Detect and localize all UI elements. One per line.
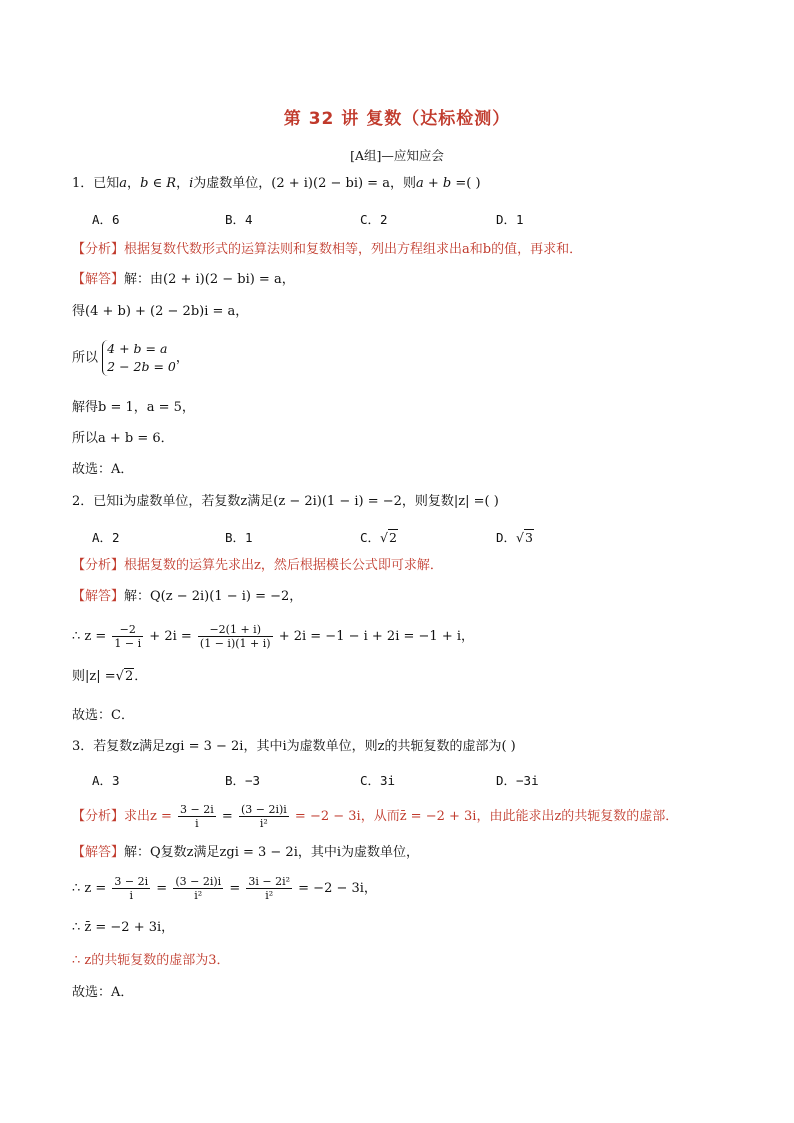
q1-answer-line-2: 得(4 + b) + (2 − 2b)i = a， xyxy=(72,304,249,319)
q3-analysis: 【分析】求出z = $\frac{3 - 2i}{i}$ = $\frac{(3 - 2i)i}{\text{i²}}$ = −2 − 3i，从而z̄ = −2 + 3i，由此能求出z的共轭复数的虚部． xyxy=(72,803,679,830)
q3-answer-line-1: 【解答】解：Q复数z满足zgi = 3 − 2i，其中i为虚数单位， xyxy=(72,845,420,860)
equation-system: 4 + b = a 2 − 2b = 0 xyxy=(102,340,176,376)
q3-option-c: C．3i xyxy=(360,773,396,788)
fraction: $\frac{3 - 2i}{i}$ xyxy=(180,803,214,830)
section-subtitle: [A组]—应知应会 xyxy=(350,148,444,163)
q1-analysis: 【分析】根据复数代数形式的运算法则和复数相等，列出方程组求出a和b的值，再求和． xyxy=(72,242,583,257)
q2-choice: 故选：C． xyxy=(72,708,134,723)
q1-option-a: A．6 xyxy=(92,212,120,227)
q1-choice: 故选：A． xyxy=(72,462,134,477)
q2-answer-line-1: 【解答】解：Q(z − 2i)(1 − i) = −2， xyxy=(72,589,303,604)
q2-option-b: B．1 xyxy=(225,530,253,545)
q1-answer-line-5: 所以a + b = 6． xyxy=(72,431,174,446)
q2-answer-line-3: 则|z| =√2． xyxy=(72,669,148,684)
q1-answer-line-4: 解得b = 1，a = 5， xyxy=(72,400,195,415)
q2-stem: 2．已知i为虚数单位，若复数z满足(z − 2i)(1 − i) = −2，则复数|z| =( ) xyxy=(72,494,499,509)
q1-option-b: B．4 xyxy=(225,212,253,227)
q2-option-c: C．√2 xyxy=(360,530,397,545)
fraction: $\frac{\text{3i − 2i²}}{\text{i²}}$ xyxy=(248,875,291,902)
q3-option-b: B．−3 xyxy=(225,773,261,788)
q3-answer-line-3: ∴ z̄ = −2 + 3i， xyxy=(72,920,175,935)
q3-stem: 3．若复数z满足zgi = 3 − 2i，其中i为虚数单位，则z的共轭复数的虚部为( ) xyxy=(72,739,516,754)
fraction: $\frac{(3 - 2i)i}{\text{i²}}$ xyxy=(175,875,222,902)
q1-option-d: D．1 xyxy=(496,212,524,227)
q2-option-d: D．√3 xyxy=(496,530,533,545)
q1-option-c: C．2 xyxy=(360,212,388,227)
fraction: $\frac{-2(1 + i)}{(1 - i)(1 + i)}$ xyxy=(199,623,271,650)
q2-answer-line-2: ∴ z = $\frac{-2}{1 - i}$ + 2i = $\frac{-2(1 + i)}{(1 - i)(1 + i)}$ + 2i = −1 − i + 2i = −1 + i， xyxy=(72,623,474,650)
fraction: $\frac{(3 - 2i)i}{\text{i²}}$ xyxy=(240,803,287,830)
q1-stem: 1．已知a，b ∈ R，i为虚数单位，(2 + i)(2 − bi) = a，则a + b =( ) xyxy=(72,176,481,191)
q2-option-a: A．2 xyxy=(92,530,120,545)
q2-analysis: 【分析】根据复数的运算先求出z，然后根据模长公式即可求解． xyxy=(72,558,443,573)
fraction: $\frac{3 - 2i}{i}$ xyxy=(114,875,149,902)
fraction: $\frac{-2}{1 - i}$ xyxy=(114,623,142,650)
q3-option-d: D．−3i xyxy=(496,773,539,788)
page-title: 第 32 讲 复数（达标检测） xyxy=(283,109,511,129)
q3-answer-line-2: ∴ z = $\frac{3 - 2i}{i}$ = $\frac{(3 - 2i)i}{\text{i²}}$ = $\frac{\text{3i − 2i²}}{\text{i²}}$ = −2 − 3i， xyxy=(72,875,377,902)
q3-choice: 故选：A． xyxy=(72,985,134,1000)
q1-answer-system: 所以 4 + b = a 2 − 2b = 0 ， xyxy=(72,341,189,374)
q3-option-a: A．3 xyxy=(92,773,120,788)
q1-answer-line-1: 【解答】解：由(2 + i)(2 − bi) = a， xyxy=(72,272,295,287)
q3-answer-line-4: ∴ z的共轭复数的虚部为3． xyxy=(72,953,230,968)
